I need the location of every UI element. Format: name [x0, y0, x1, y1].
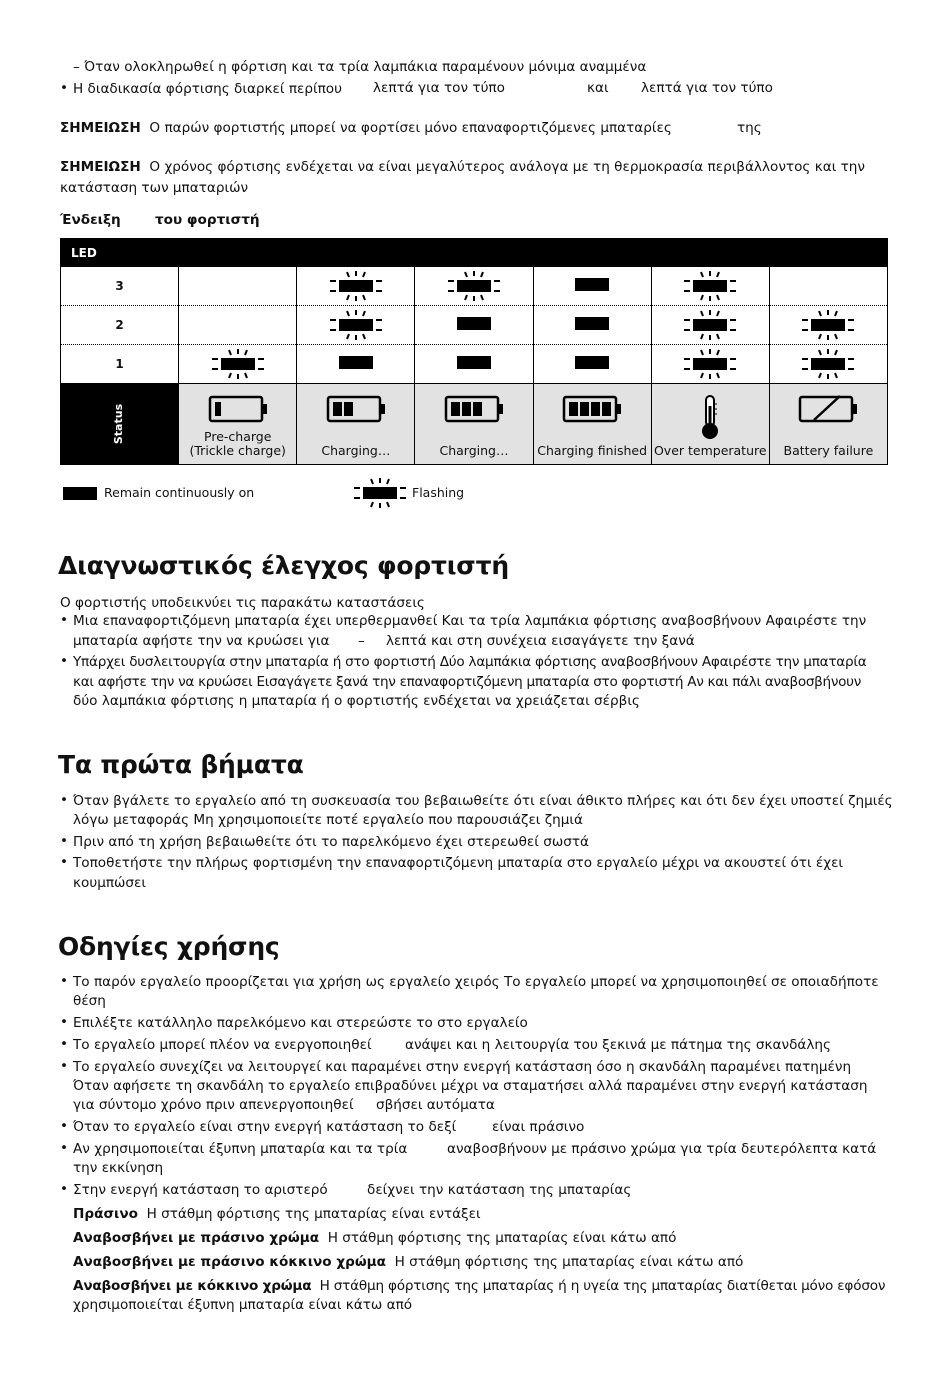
led-cell [297, 306, 415, 345]
bullet-icon: • [60, 1014, 69, 1030]
led-flashing-indicator [446, 270, 502, 302]
bullet-icon: • [60, 80, 69, 96]
diagnostics-bullet-2: Υπάρχει δυσλειτουργία στην μπαταρία ή στο φορτιστή Δύο λαμπάκια φόρτισης αναβοσβήνουν Αφαιρέστε την μπαταρία [73, 654, 867, 670]
status-failure [769, 384, 887, 465]
led-cell [533, 267, 651, 306]
battery-state-2 [73, 1229, 676, 1249]
led-cell [769, 345, 887, 384]
led-row-2 [61, 306, 888, 345]
led-row-1 [61, 345, 888, 384]
charge-duration-part2: λεπτά για τον τύπο [373, 80, 505, 96]
led-status-table [60, 238, 888, 465]
status-text: Charging finished [537, 443, 648, 458]
diagnostics-bullet-1-l2a: μπαταρία αφήστε την να κρυώσει για [73, 633, 330, 649]
led-on-indicator [575, 317, 609, 330]
led-number: 2 [61, 306, 179, 345]
battery-state-4 [73, 1277, 885, 1297]
led-cell [415, 306, 533, 345]
section-title-instructions: Οδηγίες χρήσης [58, 932, 280, 961]
state-label: Αναβοσβήνει με πράσινο χρώμα [73, 1230, 320, 1246]
instructions-bullet-2: Επιλέξτε κατάλληλο παρελκόμενο και στερεώστε το στο εργαλείο [73, 1015, 528, 1031]
state-label: Αναβοσβήνει με κόκκινο χρώμα [73, 1278, 312, 1294]
first-steps-bullet-3: Τοποθετήστε την πλήρως φορτισμένη την επαναφορτιζόμενη μπαταρία στο εργαλείο μέχρι να ακουστεί ότι έχει [73, 855, 844, 871]
instructions-bullet-1: Το παρόν εργαλείο προορίζεται για χρήση ως εργαλείο χειρός Το εργαλείο μπορεί να χρησιμοποιηθεί σε οποιαδήποτε [73, 974, 879, 990]
battery-three-bars-icon [444, 394, 504, 424]
state-label: Πράσινο [73, 1206, 138, 1222]
bullet-icon: • [60, 612, 69, 628]
led-cell [297, 345, 415, 384]
state-text: Η στάθμη φόρτισης της μπαταρίας είναι εντάξει [146, 1206, 481, 1222]
instructions-bullet-6-l2: την εκκίνηση [73, 1160, 164, 1176]
led-on-indicator [575, 278, 609, 291]
charge-duration-part3: και [587, 80, 609, 96]
led-flashing-indicator [682, 309, 738, 341]
led-cell [415, 267, 533, 306]
bullet-icon: • [60, 1118, 69, 1134]
state-text: Η στάθμη φόρτισης της μπαταρίας είναι κάτω από [394, 1254, 744, 1270]
bullet-icon: • [60, 653, 69, 669]
battery-state-3 [73, 1253, 743, 1273]
instructions-bullet-3b: ανάψει και η λειτουργία του ξεκινά με πάτημα της σκανδάλης [405, 1037, 831, 1053]
instructions-bullet-6b: αναβοσβήνουν με πράσινο χρώμα για τρία δευτερόλεπτα κατά [447, 1141, 877, 1157]
state-label: Αναβοσβήνει με πράσινο κόκκινο χρώμα [73, 1254, 386, 1270]
legend-flash-label: Flashing [412, 485, 465, 500]
status-precharge [179, 384, 297, 465]
status-text: Charging… [321, 443, 391, 458]
first-steps-bullet-1: Όταν βγάλετε το εργαλείο από τη συσκευασία του βεβαιωθείτε ότι είναι άθικτο πλήρες και ότι δεν έχει υποστεί ζημιές [73, 793, 893, 809]
led-number: 3 [61, 267, 179, 306]
charge-duration-part4: λεπτά για τον τύπο [641, 80, 773, 96]
note-label: ΣΗΜΕΙΩΣΗ [60, 159, 141, 175]
bullet-icon: • [60, 854, 69, 870]
status-finished [533, 384, 651, 465]
note-text: Ο παρών φορτιστής μπορεί να φορτίσει μόνο επαναφορτιζόμενες μπαταρίες [149, 120, 672, 136]
indication-label: Ένδειξη [60, 212, 121, 228]
legend-on-swatch [63, 487, 97, 504]
led-row-3 [61, 267, 888, 306]
status-row [61, 384, 888, 465]
first-steps-bullet-3-l2: κουμπώσει [73, 875, 146, 891]
led-cell [651, 345, 769, 384]
section-title-diagnostics: Διαγνωστικός έλεγχος φορτιστή [58, 551, 509, 580]
led-on-indicator [339, 356, 373, 369]
led-cell [179, 306, 297, 345]
diagnostics-bullet-2-l2: και αφήστε την να κρυώσει Εισαγάγετε ξανά την επαναφορτιζόμενη μπαταρία στο φορτιστή Αν και πάλι αναβοσβήνουν [73, 674, 862, 690]
status-text: Battery failure [783, 443, 874, 458]
led-flashing-indicator [800, 309, 856, 341]
diagnostics-bullet-1-l2c: λεπτά και στη συνέχεια εισαγάγετε την ξανά [386, 633, 695, 649]
legend-flash-swatch [352, 477, 408, 509]
indication-label-2: του φορτιστή [155, 212, 260, 228]
state-text: Η στάθμη φόρτισης της μπαταρίας είναι κάτω από [327, 1230, 677, 1246]
status-text: Charging… [439, 443, 509, 458]
note-1 [60, 118, 672, 138]
charge-duration-part1: Η διαδικασία φόρτισης διαρκεί περίπου [73, 81, 342, 97]
battery-empty-icon [208, 394, 268, 424]
instructions-bullet-5b: είναι πράσινο [492, 1119, 585, 1135]
status-label: Status [61, 384, 179, 465]
led-flashing-indicator [682, 348, 738, 380]
led-cell [179, 267, 297, 306]
battery-state-4-l2: χρησιμοποιείται έξυπνη μπαταρία είναι κάτω από [73, 1297, 413, 1313]
led-cell [651, 306, 769, 345]
state-text: Η στάθμη φόρτισης της μπαταρίας ή η υγεία της μπαταρίας διατίθεται μόνο εφόσον [319, 1278, 886, 1294]
legend-on-label: Remain continuously on [104, 485, 255, 500]
note-text: Ο χρόνος φόρτισης ενδέχεται να είναι μεγαλύτερος ανάλογα με τη θερμοκρασία περιβάλλοντος και την [149, 159, 866, 175]
led-on-indicator [575, 356, 609, 369]
battery-full-icon [562, 394, 622, 424]
note-label: ΣΗΜΕΙΩΣΗ [60, 120, 141, 136]
diagnostics-bullet-1: Μια επαναφορτιζόμενη μπαταρία έχει υπερθερμανθεί Και τα τρία λαμπάκια φόρτισης αναβοσβήνουν Αφαιρέστε την [73, 613, 867, 629]
instructions-bullet-4-l3a: για σύντομο χρόνο πριν απενεργοποιηθεί [73, 1097, 354, 1113]
battery-failure-icon [798, 394, 858, 424]
led-flashing-indicator [210, 348, 266, 380]
status-text: Pre-charge [204, 429, 272, 444]
diagnostics-intro: Ο φορτιστής υποδεικνύει τις παρακάτω καταστάσεις [60, 595, 425, 611]
first-steps-bullet-1-l2: λόγω μεταφοράς Μη χρησιμοποιείτε ποτέ εργαλείο που παρουσιάζει ζημιά [73, 812, 583, 828]
bullet-icon: • [60, 833, 69, 849]
led-cell [533, 345, 651, 384]
table-header: LED [61, 239, 888, 267]
led-cell [415, 345, 533, 384]
bullet-icon: • [60, 1140, 69, 1156]
led-cell [769, 267, 887, 306]
diagnostics-bullet-1-l2b: – [358, 633, 365, 649]
note-2-line2: κατάσταση των μπαταριών [60, 180, 249, 196]
instructions-bullet-1-l2: θέση [73, 993, 106, 1009]
status-text: Over temperature [653, 443, 767, 458]
status-over-temp [651, 384, 769, 465]
bullet-icon: • [60, 1058, 69, 1074]
section-title-first-steps: Τα πρώτα βήματα [58, 750, 304, 779]
led-number: 1 [61, 345, 179, 384]
led-cell [769, 306, 887, 345]
note-1-tail: της [737, 120, 762, 136]
led-cell [297, 267, 415, 306]
instructions-bullet-4-l2: Όταν αφήσετε τη σκανδάλη το εργαλείο επιβραδύνει μέχρι να σταματήσει αλλά παραμένει στην ενεργή κατάσταση [73, 1078, 868, 1094]
instructions-bullet-5a: Όταν το εργαλείο είναι στην ενεργή κατάσταση το δεξί [73, 1119, 457, 1135]
bullet-icon: • [60, 792, 69, 808]
instructions-bullet-6a: Αν χρησιμοποιείται έξυπνη μπαταρία και τα τρία [73, 1141, 408, 1157]
battery-state-1 [73, 1205, 481, 1225]
instructions-bullet-7a: Στην ενεργή κατάσταση το αριστερό [73, 1182, 328, 1198]
bullet-icon: • [60, 973, 69, 989]
instructions-bullet-3a: Το εργαλείο μπορεί πλέον να ενεργοποιηθεί [73, 1037, 372, 1053]
led-cell [179, 345, 297, 384]
led-on-indicator [457, 356, 491, 369]
bullet-icon: • [60, 1036, 69, 1052]
charge-complete-line: – Όταν ολοκληρωθεί η φόρτιση και τα τρία λαμπάκια παραμένουν μόνιμα αναμμένα [73, 59, 647, 75]
led-cell [651, 267, 769, 306]
charge-duration-text [73, 80, 342, 100]
first-steps-bullet-2: Πριν από τη χρήση βεβαιωθείτε ότι το παρελκόμενο έχει στερεωθεί σωστά [73, 834, 589, 850]
thermometer-icon [695, 394, 725, 440]
led-cell [533, 306, 651, 345]
bullet-icon: • [60, 1181, 69, 1197]
led-on-indicator [457, 317, 491, 330]
instructions-bullet-7b: δείχνει την κατάσταση της μπαταρίας [367, 1182, 632, 1198]
status-subtext: (Trickle charge) [189, 443, 286, 458]
led-flashing-indicator [800, 348, 856, 380]
status-charging-2 [415, 384, 533, 465]
battery-two-bars-icon [326, 394, 386, 424]
instructions-bullet-4: Το εργαλείο συνεχίζει να λειτουργεί και παραμένει στην ενεργή κατάσταση όσο η σκανδάλη παραμένει πατημένη [73, 1059, 852, 1075]
led-flashing-indicator [328, 270, 384, 302]
led-flashing-indicator [328, 309, 384, 341]
instructions-bullet-4-l3b: σβήσει αυτόματα [376, 1097, 495, 1113]
status-charging-1 [297, 384, 415, 465]
diagnostics-bullet-2-l3: δύο λαμπάκια φόρτισης η μπαταρία ή ο φορτιστής ενδέχεται να χρειάζεται σέρβις [73, 693, 640, 709]
note-2 [60, 157, 865, 177]
led-flashing-indicator [682, 270, 738, 302]
